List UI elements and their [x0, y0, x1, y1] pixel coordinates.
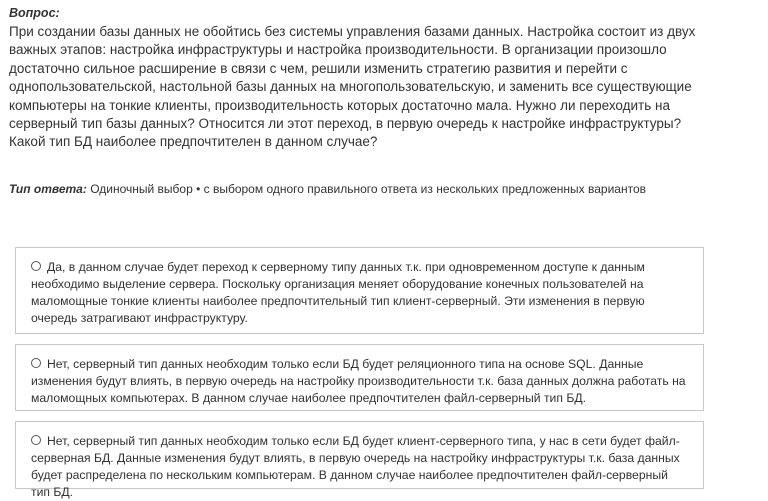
answer-option-text: Да, в данном случае будет переход к серверному типу данных т.к. при одновременном доступе к данным необходимо выделение сервера. Поскольку организация меняет оборудование конечных пользователей на маломощные тонкие клиенты наиболее предпочтительный тип клиент-серверный. Эти изменения в первую очередь затрагивают инфраструктуру. [31, 260, 645, 325]
radio-button[interactable] [31, 261, 41, 271]
answer-option-2[interactable] [15, 344, 704, 411]
answer-type-label: Тип ответа: [9, 182, 87, 196]
answer-option-3[interactable] [15, 421, 704, 499]
answer-option-1[interactable] [15, 247, 704, 334]
answer-type-value: Одиночный выбор • с выбором одного правильного ответа из нескольких предложенных вариантов [90, 182, 647, 196]
answer-option-text: Нет, серверный тип данных необходим только если БД будет клиент-серверного типа, у нас в сети будет файл-серверная БД. Данные изменения будут влиять, в первую очередь на настройку инфраструктуры т.к. база данных будет распределена по нескольким компьютерам. В данном случае наиболее предпочтителен файл-серверный тип БД. [31, 434, 680, 499]
radio-button[interactable] [31, 358, 41, 368]
answer-option-text: Нет, серверный тип данных необходим только если БД будет реляционного типа на основе SQL. Данные изменения будут влиять, в первую очередь на настройку производительности т.к. база данных должна работать на маломощных компьютерах. В данном случае наиболее предпочтителен файл-серверный тип БД. [31, 357, 686, 405]
question-block [9, 5, 709, 152]
question-label: Вопрос: [9, 6, 60, 20]
answer-type [9, 181, 646, 197]
answer-options [15, 247, 704, 499]
radio-button[interactable] [31, 435, 41, 445]
question-text: При создании базы данных не обойтись без системы управления базами данных. Настройка состоит из двух важных этапов: настройка инфраструктуры и настройка производительности. В организации произошло достаточно сильное расширение в связи с чем, решили изменить стратегию развития и перейти с однопользовательской, настольной базы данных на многопользовательскую, и заменить все существующие компьютеры на тонкие клиенты, производительность которых достаточно мала. Нужно ли переходить на серверный тип базы данных? Относится ли этот переход, в первую очередь к настройке инфраструктуры? Какой тип БД наиболее предпочтителен в данном случае? [9, 24, 696, 150]
